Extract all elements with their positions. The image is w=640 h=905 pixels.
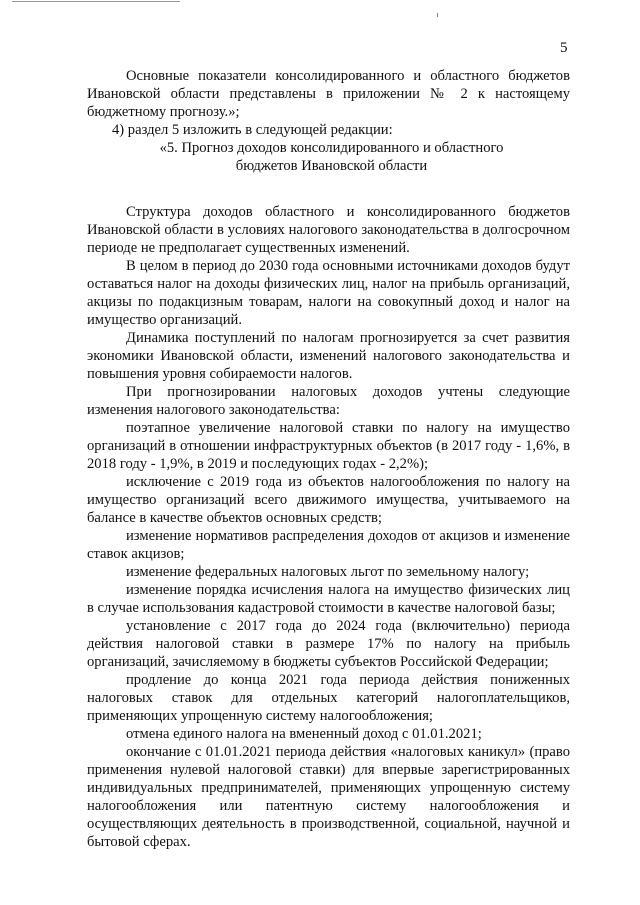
list-item: исключение с 2019 года из объектов налогообложения по налогу на имущество организаций всего движимого имущества, учитываемого на балансе в качестве объектов основных средств; — [87, 474, 570, 526]
list-item: продление до конца 2021 года периода действия пониженных налоговых ставок для отдельных категорий налогоплательщиков, применяющих упрощенную систему налогообложения; — [87, 672, 570, 724]
document-body — [87, 67, 570, 851]
list-item: изменение порядка исчисления налога на имущество физических лиц в случае использования кадастровой стоимости в качестве налоговой базы; — [87, 582, 570, 616]
scan-artifact-line — [12, 1, 180, 2]
list-item: изменение нормативов распределения доходов от акцизов и изменение ставок акцизов; — [87, 528, 570, 562]
list-item: изменение федеральных налоговых льгот по земельному налогу; — [126, 564, 530, 580]
paragraph-section-amendment: 4) раздел 5 изложить в следующей редакции: — [112, 122, 393, 138]
list-item: поэтапное увеличение налоговой ставки по налогу на имущество организаций в отношении инфраструктурных объектов (в 2017 году - 1,6%, в 2018 году - 1,9%, в 2019 и последующих годах - 2,2%); — [87, 420, 570, 472]
section-heading — [87, 139, 570, 175]
page-number: 5 — [560, 40, 568, 56]
list-item: установление с 2017 года до 2024 года (включительно) периода действия налоговой ставки в размере 17% по налогу на прибыль организаций, зачисляемому в бюджеты субъектов Российской Федерации; — [87, 618, 570, 670]
list-item: отмена единого налога на вмененный доход с 01.01.2021; — [126, 726, 482, 742]
list-item: окончание с 01.01.2021 периода действия «налоговых каникул» (право применения нулевой налоговой ставки) для впервые зарегистрированных индивидуальных предпринимателей, применяющих упрощенную систему налогообложения или патентную систему налогообложения и осуществляющих деятельность в производственной, социальной, научной и бытовой сферах. — [87, 744, 570, 850]
section-heading-line-1: «5. Прогноз доходов консолидированного и областного — [159, 140, 504, 156]
section-heading-line-2: бюджетов Ивановской области — [235, 158, 428, 174]
paragraph-dynamics: Динамика поступлений по налогам прогнозируется за счет развития экономики Ивановской области, изменений налогового законодательства и повышения уровня собираемости налогов. — [87, 330, 570, 382]
paragraph-revenue-structure: Структура доходов областного и консолидированного бюджетов Ивановской области в условиях налогового законодательства в долгосрочном периоде не предполагает существенных изменений. — [87, 204, 570, 256]
paragraph-main-sources: В целом в период до 2030 года основными источниками доходов будут оставаться налог на доходы физических лиц, налог на прибыль организаций, акцизы по подакцизным товарам, налоги на совокупный доход и налог на имущество организаций. — [87, 258, 570, 328]
scan-artifact-mark — [437, 13, 438, 17]
paragraph-budget-indicators: Основные показатели консолидированного и областного бюджетов Ивановской области представлены в приложении № 2 к настоящему бюджетному прогнозу.»; — [87, 68, 570, 120]
paragraph-forecast-changes: При прогнозировании налоговых доходов учтены следующие изменения налогового законодательства: — [87, 384, 570, 418]
